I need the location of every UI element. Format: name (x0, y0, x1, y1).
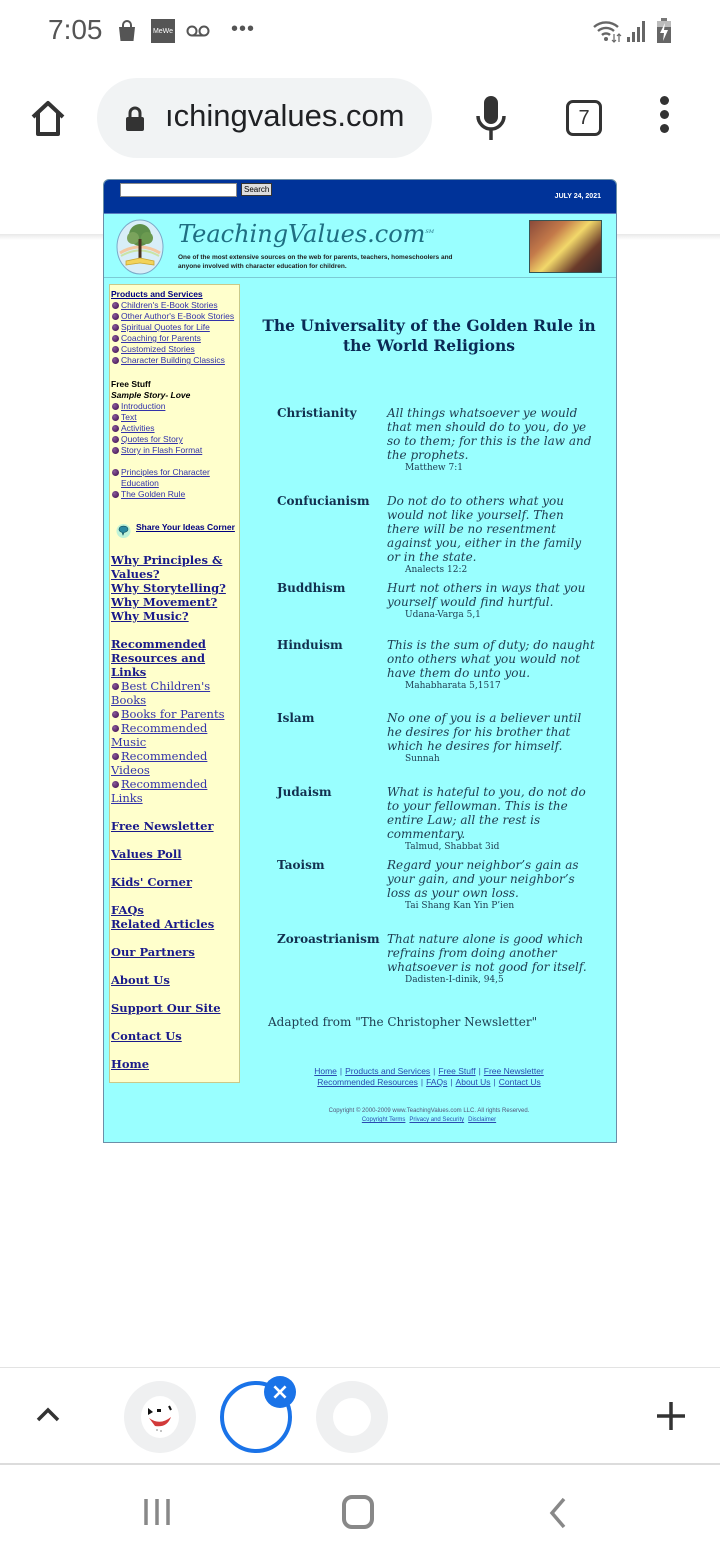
footer-link[interactable]: Free Stuff (438, 1066, 476, 1076)
status-time: 7:05 (48, 14, 103, 45)
signal-icon (625, 18, 649, 44)
why-link[interactable]: Why Principles & Values? (111, 553, 223, 581)
free-stuff-label: Free Stuff (111, 379, 151, 389)
religion-quote (387, 638, 597, 693)
products-item (111, 333, 239, 344)
sample-story-item (111, 412, 239, 423)
sidebar-kids-corner[interactable]: Kids' Corner (111, 875, 193, 889)
wifi-icon (592, 18, 622, 44)
sidebar-home[interactable]: Home (111, 1057, 150, 1071)
religion-name: Judaism (277, 785, 332, 799)
principles-item (111, 467, 239, 489)
sidebar (109, 284, 240, 1083)
sample-story-list (111, 401, 239, 456)
recommended-link[interactable]: Books for Parents (121, 707, 225, 721)
sample-story-link[interactable]: Activities (121, 423, 155, 433)
face-favicon-icon (141, 1396, 179, 1438)
legal-link[interactable]: Disclaimer (468, 1117, 497, 1123)
footer-link[interactable]: Recommended Resources (317, 1077, 418, 1087)
religion-quote (387, 406, 597, 475)
sidebar-products-heading[interactable]: Products and Services (111, 289, 203, 299)
webpage (103, 179, 617, 1143)
footer-link[interactable]: Products and Services (345, 1066, 431, 1076)
quote-text: That nature alone is good which refrains from doing another whatsoever is not good for itself. (387, 932, 587, 974)
adapted-credit: Adapted from "The Christopher Newsletter" (268, 1015, 538, 1029)
system-nav-bar (0, 1467, 720, 1560)
quote-text: Do not do to others what you would not like yourself. Then there will be no resentment against you, either in the family or in the state. (387, 494, 582, 564)
microphone-icon[interactable] (475, 94, 507, 144)
browser-toolbar (0, 62, 720, 174)
site-tagline: One of the most extensive sources on the web for parents, teachers, homeschoolers and anyone involved with character education for children. (178, 254, 453, 270)
site-header (104, 214, 616, 278)
top-band (104, 180, 616, 214)
quote-source: Sunnah (405, 754, 440, 764)
share-ideas-text[interactable]: Share Your Ideas Corner (136, 522, 235, 532)
sidebar-values-poll[interactable]: Values Poll (111, 847, 182, 861)
new-tab-plus-icon[interactable] (655, 1400, 687, 1432)
service-mark: SM (425, 229, 434, 235)
recommended-item (111, 707, 239, 721)
religion-name: Buddhism (277, 581, 346, 595)
quote-text: Regard your neighbor’s gain as your gain, and your neighbor’s loss as your own loss. (387, 858, 579, 900)
family-reading-photo (529, 220, 602, 273)
religion-quote (387, 581, 597, 622)
battery-charging-icon (656, 18, 672, 44)
recommended-heading[interactable]: Recommended Resources and Links (111, 637, 206, 679)
products-link[interactable]: Children's E-Book Stories (121, 300, 218, 310)
overflow-menu-icon[interactable] (655, 96, 673, 140)
products-list (111, 300, 239, 366)
bullet-icon (112, 447, 119, 454)
sample-story-item (111, 401, 239, 412)
legal-links (254, 1116, 604, 1125)
copyright-text: Copyright © 2000-2009 www.TeachingValues.com LLC. All rights Reserved. (328, 1108, 530, 1114)
sidebar-our-partners[interactable]: Our Partners (111, 945, 195, 959)
voicemail-icon (186, 24, 210, 38)
bullet-icon (112, 414, 119, 421)
footer-separator: | (433, 1066, 436, 1076)
bullet-icon (112, 324, 119, 331)
bullet-icon (112, 425, 119, 432)
footer-separator: | (478, 1066, 481, 1076)
products-item (111, 355, 239, 366)
quote-text: What is hateful to you, do not do to your fellowman. This is the entire Law; all the rest is commentary. (387, 785, 586, 841)
sidebar-contact[interactable]: Contact Us (111, 1029, 182, 1043)
principles-link[interactable]: Principles for Character Education (121, 467, 210, 488)
quote-source: Talmud, Shabbat 3id (405, 842, 500, 852)
products-item (111, 300, 239, 311)
quote-source: Dadisten-I-dinik, 94,5 (405, 975, 504, 985)
footer-row-2 (254, 1077, 604, 1088)
bullet-icon (112, 403, 119, 410)
bullet-icon (112, 725, 119, 732)
page-title: The Universality of the Golden Rule in the World Religions (262, 316, 596, 355)
products-link[interactable]: Other Author's E-Book Stories (121, 311, 235, 321)
footer-link[interactable]: Free Newsletter (483, 1066, 544, 1076)
footer-separator: | (493, 1077, 496, 1087)
recommended-list (111, 679, 239, 805)
close-tab-icon[interactable]: × (264, 1376, 296, 1408)
sample-story-link[interactable]: Story in Flash Format (121, 445, 203, 455)
legal-link[interactable]: Privacy and Security (409, 1117, 465, 1123)
tab-thumbnail-1[interactable] (124, 1381, 196, 1453)
quote-text: This is the sum of duty; do naught onto others what you would not have them do unto you. (387, 638, 595, 680)
quote-source: Mahabharata 5,1517 (405, 681, 501, 691)
bullet-icon (112, 302, 119, 309)
nav-home-button[interactable] (342, 1495, 374, 1529)
recommended-item (111, 777, 239, 805)
footer-separator: | (420, 1077, 424, 1087)
principles-link[interactable]: The Golden Rule (121, 489, 186, 499)
why-link[interactable]: Why Music? (111, 609, 189, 623)
bullet-icon (112, 335, 119, 342)
bullet-icon (112, 357, 119, 364)
religion-name: Zoroastrianism (277, 932, 380, 946)
quote-text: No one of you is a believer until he desires for his brother that which he desires for himself. (387, 711, 582, 753)
products-link[interactable]: Spiritual Quotes for Life (121, 322, 210, 332)
recommended-item (111, 721, 239, 749)
tab-switcher-button[interactable]: 7 (566, 100, 602, 136)
quote-source: Tai Shang Kan Yin P’ien (405, 901, 515, 911)
chevron-up-icon[interactable] (34, 1404, 62, 1424)
bullet-icon (112, 313, 119, 320)
religion-quote (387, 785, 597, 854)
tab-thumbnail-3[interactable] (316, 1381, 388, 1453)
principles-list (111, 467, 239, 500)
products-item (111, 344, 239, 355)
sample-story-link[interactable]: Quotes for Story (121, 434, 183, 444)
religion-name: Islam (277, 711, 315, 725)
footer-links (254, 1066, 604, 1088)
search-button[interactable]: Search (241, 183, 272, 196)
religion-quote (387, 494, 597, 577)
sidebar-related-articles[interactable]: Related Articles (111, 917, 215, 931)
sample-story-item (111, 434, 239, 445)
url-text[interactable]: ıchingvalues.com (165, 98, 405, 133)
recommended-item (111, 749, 239, 777)
footer-link[interactable]: About Us (455, 1077, 491, 1087)
recommended-link[interactable]: Recommended Links (111, 777, 208, 805)
more-dots-icon: ••• (231, 18, 256, 40)
recommended-link[interactable]: Recommended Music (111, 721, 208, 749)
home-icon[interactable] (28, 98, 68, 138)
religion-name: Christianity (277, 406, 357, 420)
why-links (111, 553, 239, 623)
products-link[interactable]: Character Building Classics (121, 355, 225, 365)
why-link[interactable]: Why Movement? (111, 595, 218, 609)
mewe-icon: MeWe (151, 19, 175, 43)
bullet-icon (112, 683, 119, 690)
religion-name: Taoism (277, 858, 325, 872)
sample-story-item (111, 445, 239, 456)
bullet-icon (112, 436, 119, 443)
religion-name: Confucianism (277, 494, 370, 508)
bullet-icon (112, 711, 119, 718)
sample-story-item (111, 423, 239, 434)
quote-source: Matthew 7:1 (405, 463, 463, 473)
footer-row-1 (254, 1066, 604, 1077)
shopping-bag-icon (117, 20, 137, 42)
bullet-icon (112, 491, 119, 498)
legal-link[interactable]: Copyright Terms (361, 1117, 406, 1123)
products-link[interactable]: Customized Stories (121, 344, 195, 354)
bullet-icon (112, 753, 119, 760)
religion-quote (387, 858, 597, 913)
footer-link[interactable]: FAQs (426, 1077, 448, 1087)
sample-story-link[interactable]: Introduction (121, 401, 166, 411)
products-item (111, 322, 239, 333)
products-link[interactable]: Coaching for Parents (121, 333, 201, 343)
site-brand[interactable] (178, 220, 434, 248)
bullet-icon (112, 469, 119, 476)
sample-story-label: Sample Story- Love (111, 390, 191, 400)
footer-separator: | (339, 1066, 343, 1076)
religion-quote (387, 711, 597, 766)
quote-text: All things whatsoever ye would that men should do to you, do ye so to them; for this is the law and the prophets. (387, 406, 592, 462)
religion-name: Hinduism (277, 638, 343, 652)
footer-separator: | (450, 1077, 453, 1087)
recents-icon[interactable] (142, 1497, 172, 1527)
tab-strip (0, 1367, 720, 1465)
sidebar-faqs[interactable]: FAQs (111, 903, 144, 917)
footer-link[interactable]: Contact Us (498, 1077, 541, 1087)
lock-icon (125, 106, 145, 132)
sidebar-about-us[interactable]: About Us (111, 973, 170, 987)
back-icon[interactable] (548, 1497, 568, 1529)
bullet-icon (112, 781, 119, 788)
speech-bubble-icon (116, 524, 131, 538)
products-item (111, 311, 239, 322)
copyright (254, 1107, 604, 1125)
url-bar[interactable] (97, 78, 432, 158)
quote-text: Hurt not others in ways that you yourself would find hurtful. (387, 581, 586, 609)
share-ideas-link[interactable] (111, 522, 239, 533)
site-search-input[interactable] (120, 183, 237, 197)
status-bar (0, 0, 720, 62)
quote-source: Udana-Varga 5,1 (405, 610, 481, 620)
bullet-icon (112, 346, 119, 353)
footer-link[interactable]: Home (314, 1066, 337, 1076)
why-link[interactable]: Why Storytelling? (111, 581, 226, 595)
recommended-item (111, 679, 239, 707)
sample-story-link[interactable]: Text (121, 412, 137, 422)
quote-source: Analects 12:2 (405, 565, 468, 575)
recommended-link[interactable]: Best Children's Books (111, 679, 211, 707)
sidebar-free-newsletter[interactable]: Free Newsletter (111, 819, 214, 833)
sidebar-support[interactable]: Support Our Site (111, 1001, 221, 1015)
religion-quote (387, 932, 597, 987)
brand-text: TeachingValues.com (178, 220, 426, 248)
recommended-link[interactable]: Recommended Videos (111, 749, 208, 777)
principles-item (111, 489, 239, 500)
tree-book-logo[interactable] (116, 219, 164, 275)
date-label: JULY 24, 2021 (554, 193, 601, 200)
